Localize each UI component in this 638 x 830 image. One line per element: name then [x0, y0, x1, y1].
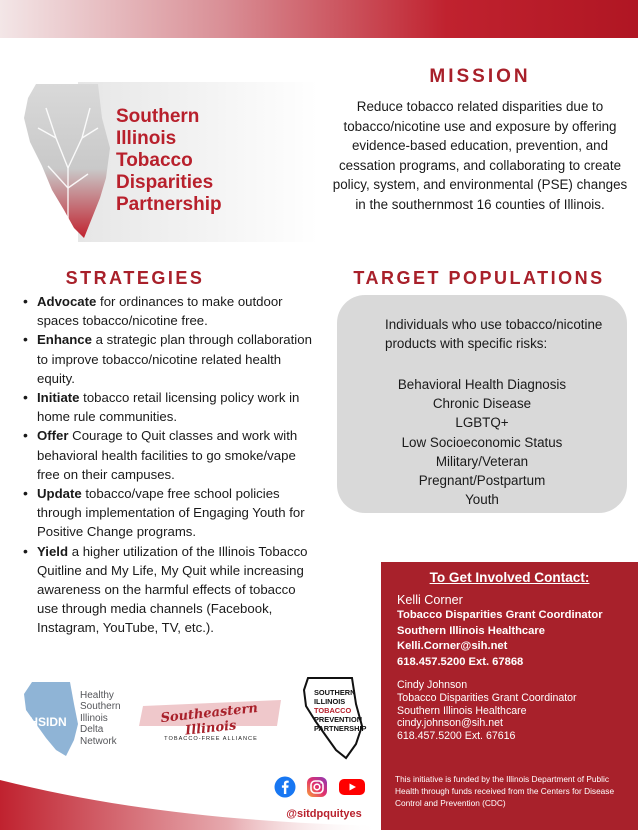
hsidn-abbr: HSIDN [29, 715, 67, 729]
strategy-text: Courage to Quit classes and work with behavioral health facilities to go smoke/vape free on their campuses. [37, 428, 298, 482]
mission-text: Reduce tobacco related disparities due to tobacco/nicotine use and exposure by offering evidence-based education, prevention, and cessation programs, and collaborating to create policy, system, and environmental (PSE) changes in the southernmost 16 counties of Illinois. [332, 99, 628, 212]
facebook-icon[interactable] [274, 776, 296, 798]
strategy-item [22, 292, 314, 330]
logo-line: Illinois [116, 128, 177, 149]
contact-org: Southern Illinois Healthcare [397, 624, 545, 637]
primary-contact [397, 592, 637, 670]
contact-name: Cindy Johnson [397, 679, 468, 691]
logo-line: Tobacco [116, 150, 193, 171]
social-handle: @sitdpquityes [286, 808, 362, 820]
target-item: Youth [465, 492, 499, 508]
target-item: Low Socioeconomic Status [401, 434, 563, 450]
strategy-text: tobacco retail licensing policy work in home rule communities. [37, 390, 300, 425]
strategy-item [22, 426, 314, 484]
top-banner [0, 0, 638, 38]
hsidn-line: Delta [80, 724, 104, 736]
target-item: LGBTQ+ [455, 415, 509, 431]
strategy-text: tobacco/vape free school policies through implementation of Engaging Youth for Positive Change programs. [37, 486, 305, 540]
hsidn-line: Healthy [80, 690, 114, 701]
contact-email-link[interactable]: Kelli.Corner@sih.net [397, 640, 508, 653]
contact-email-link[interactable]: cindy.johnson@sih.net [397, 717, 503, 730]
strategy-lead: Advocate [37, 294, 97, 309]
target-item: Military/Veteran [435, 453, 529, 469]
contact-title: Tobacco Disparities Grant Coordinator [397, 609, 603, 621]
strategy-item [22, 542, 314, 638]
strategy-item [22, 388, 314, 426]
logo-line: Partnership [116, 194, 222, 215]
hsidn-line: Illinois [80, 712, 108, 724]
strategy-lead: Initiate [37, 390, 80, 406]
strategies-list [22, 292, 314, 638]
social-links [274, 776, 370, 800]
target-item: Behavioral Health Diagnosis [397, 377, 567, 392]
instagram-icon[interactable] [306, 776, 328, 798]
strategies-heading: STRATEGIES [65, 268, 205, 288]
contact-heading: To Get Involved Contact: [429, 570, 590, 585]
strategy-item [22, 484, 314, 542]
target-intro: Individuals who use tobacco/nicotine products with specific risks: [385, 317, 603, 352]
strategy-lead: Update [37, 486, 82, 502]
contact-phone: 618.457.5200 Ext. 67868 [397, 655, 524, 668]
sia-script-title: Southeastern Illinois [159, 700, 259, 739]
stpp-line: ILLINOIS [314, 697, 346, 706]
hsidn-line: Southern [80, 701, 121, 713]
strategy-text: for ordinances to make outdoor spaces tobacco/nicotine free. [37, 294, 283, 329]
target-populations-heading: TARGET POPULATIONS [353, 268, 605, 288]
target-list [337, 375, 627, 509]
mission-heading: MISSION [429, 66, 531, 87]
logo-line: Disparities [116, 172, 214, 193]
contact-name: Kelli Corner [397, 593, 463, 607]
stpp-line: PREVENTION [314, 715, 363, 724]
strategy-text: a higher utilization of the Illinois Tobacco Quitline and My Life, My Quit while increasing awareness on the harmful effects of tobacco use through media channels (Facebook, Instagram, YouTube, TV, etc.). [37, 543, 308, 636]
stpp-name [314, 688, 376, 733]
funding-note: This initiative is funded by the Illinois Department of Public Health through funds received from the Centers for Disease Control and Prevention (CDC) [395, 774, 615, 808]
youtube-icon[interactable] [338, 776, 360, 798]
strategy-lead: Enhance [37, 332, 92, 348]
strategy-lead: Offer [37, 428, 69, 444]
secondary-contact [397, 679, 637, 743]
hsidn-line: Network [80, 735, 117, 747]
contact-org: Southern Illinois Healthcare [397, 704, 527, 717]
contact-title: Tobacco Disparities Grant Coordinator [397, 691, 577, 704]
strategy-item [22, 330, 314, 388]
contact-panel [381, 562, 638, 830]
target-item: Pregnant/Postpartum [418, 473, 546, 489]
strategy-text: a strategic plan through collaboration to improve tobacco/nicotine related health equity. [37, 332, 312, 386]
stpp-line: PARTNERSHIP [314, 724, 367, 733]
stpp-line: SOUTHERN [314, 688, 356, 697]
strategy-lead: Yield [37, 543, 69, 559]
stpp-line: TOBACCO [314, 706, 352, 715]
target-item: Chronic Disease [432, 396, 532, 412]
target-populations-box [337, 295, 627, 513]
contact-phone: 618.457.5200 Ext. 67616 [397, 730, 516, 743]
hsidn-name [80, 690, 140, 747]
logo-line: Southern [116, 106, 200, 127]
sia-tagline: TOBACCO-FREE ALLIANCE [164, 736, 258, 742]
logo-title [116, 106, 316, 216]
